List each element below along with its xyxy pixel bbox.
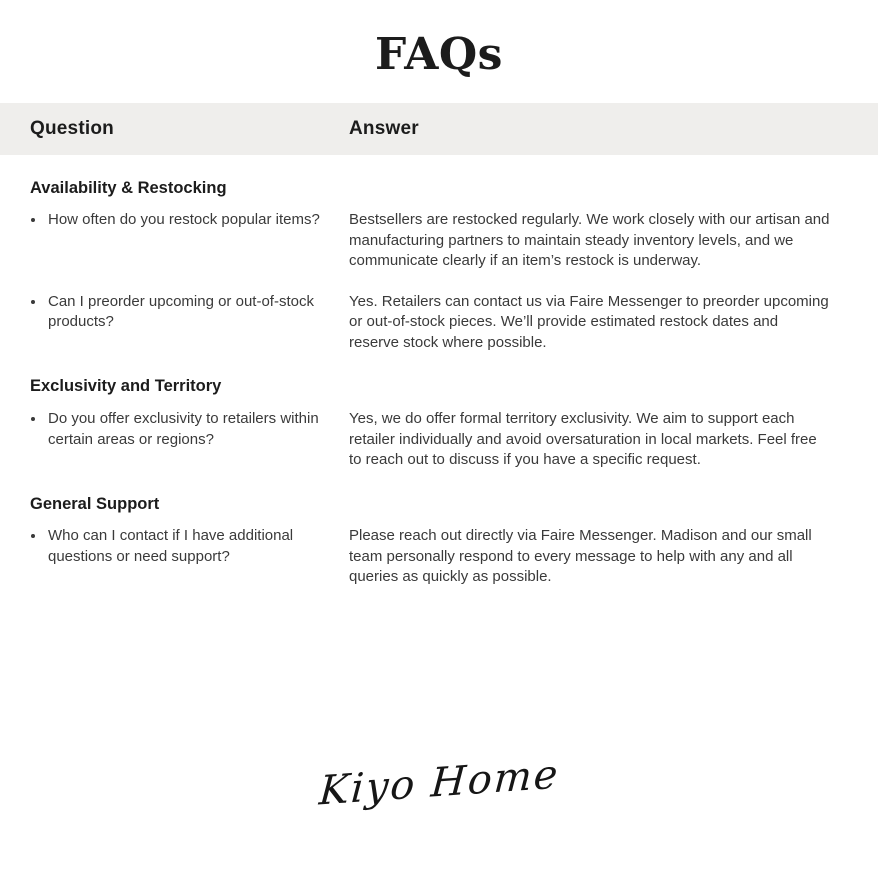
section-items [30,409,832,471]
signature-area [0,751,878,815]
faq-row [30,210,832,272]
faq-answer: Bestsellers are restocked regularly. We work closely with our artisan and manufacturing partners to maintain steady inventory levels, and we communicate clearly if an item’s restock is underway. [349,211,830,270]
answer-cell [349,210,832,272]
section-heading: Exclusivity and Territory [30,377,222,396]
question-bullet-list [30,210,329,231]
section-items [30,210,832,353]
answer-column-header: Answer [349,117,419,139]
faq-body [0,179,878,588]
faq-row [30,292,832,354]
faq-answer: Yes. Retailers can contact us via Faire Messenger to preorder upcoming or out-of-stock pieces. We’ll provide estimated restock dates and reserve stock where possible. [349,292,829,351]
answer-cell [349,292,832,354]
faq-answer: Yes, we do offer formal territory exclusivity. We aim to support each retailer individually and avoid oversaturation in local markets. Feel free to reach out to discuss if you have a specific request. [349,410,817,469]
faq-question: • Can I preorder upcoming or out-of-stock products? [46,292,329,333]
question-bullet-list [30,409,329,450]
answer-cell [349,409,832,471]
faq-section [30,377,832,470]
question-cell [30,210,349,231]
section-heading: General Support [30,494,160,513]
faq-section [30,495,832,588]
faq-answer: Please reach out directly via Faire Messenger. Madison and our small team personally respond to every message to help with any and all queries as quickly as possible. [349,527,812,586]
question-cell [30,526,349,567]
brand-signature: Kiyo Home [317,751,561,815]
page-title: FAQs [375,29,503,80]
question-bullet-list [30,526,329,567]
question-column-header: Question [30,117,114,139]
faq-section [30,179,832,354]
faq-row [30,526,832,588]
section-items [30,526,832,588]
section-heading: Availability & Restocking [30,178,227,197]
faq-row [30,409,832,471]
table-header-band [0,103,878,155]
question-cell [30,409,349,450]
faq-question: • Do you offer exclusivity to retailers within certain areas or regions? [46,409,329,450]
faq-question: • How often do you restock popular items? [46,210,329,231]
question-cell [30,292,349,333]
answer-cell [349,526,832,588]
question-bullet-list [30,292,329,333]
faq-question: • Who can I contact if I have additional questions or need support? [46,526,329,567]
